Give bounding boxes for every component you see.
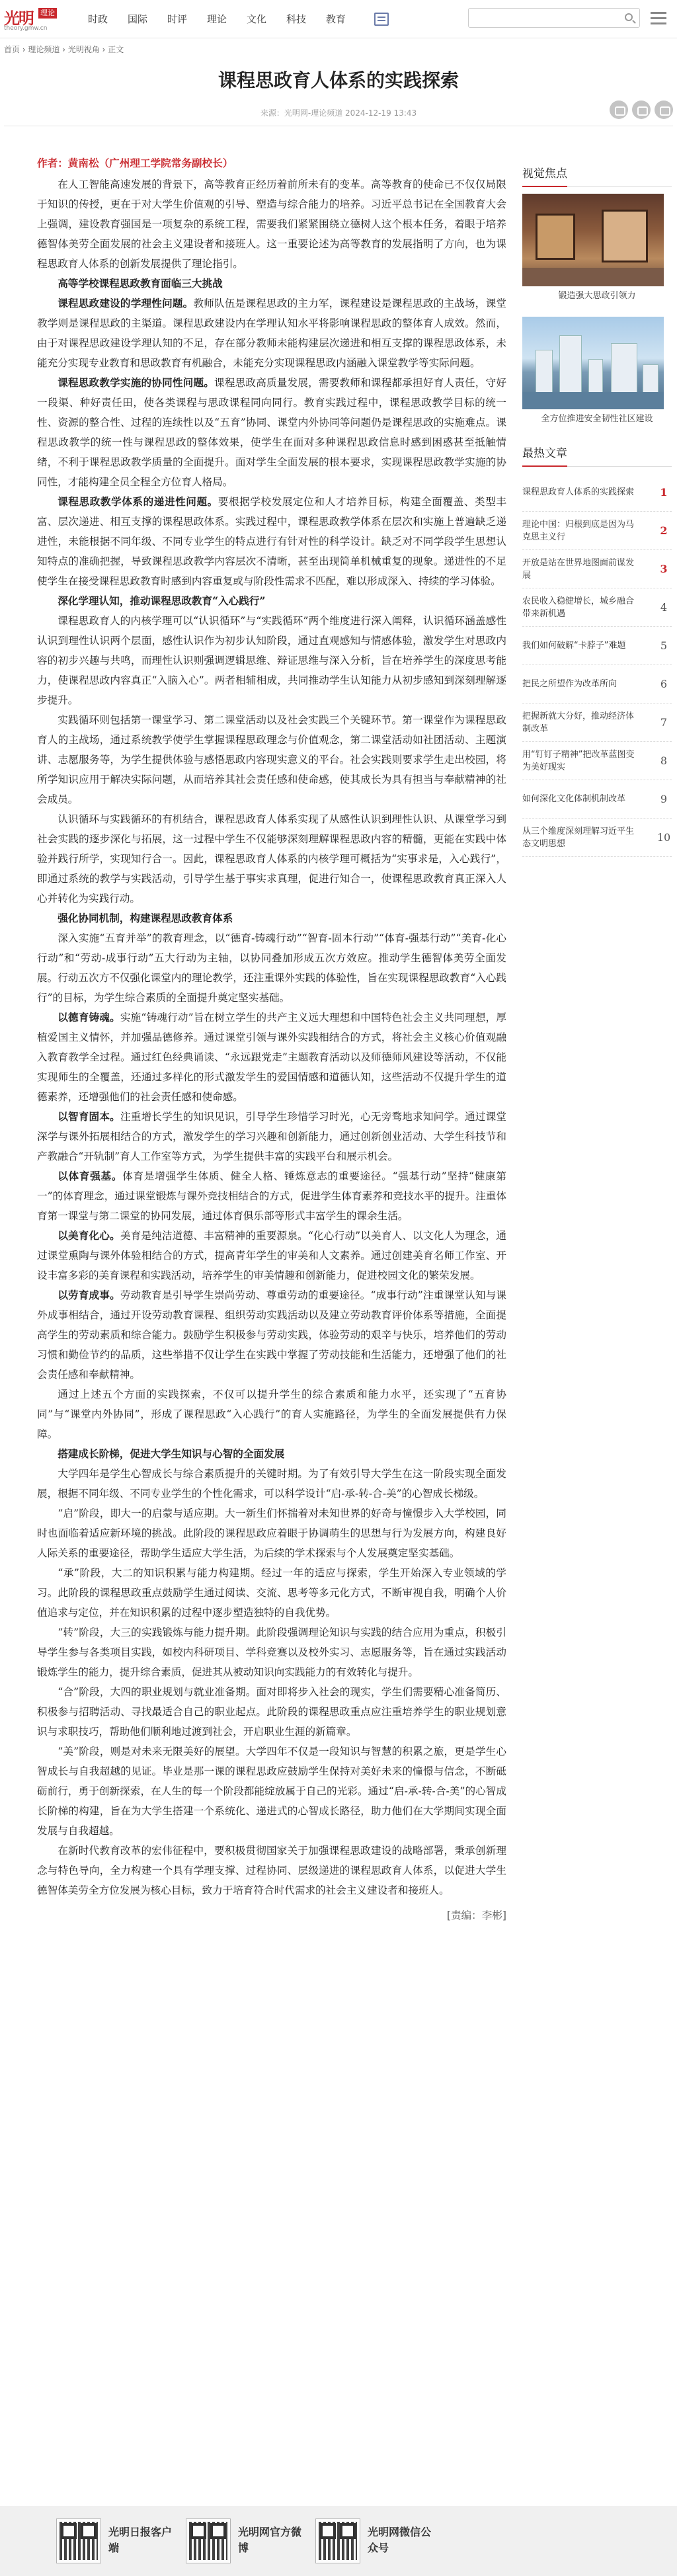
paragraph	[37, 611, 506, 710]
paragraph-text: 实施“铸魂行动”旨在树立学生的共产主义远大理想和中国特色社会主义共同理想，厚植爱国主义情怀，并加强品德修养。通过课堂引领与课外实践相结合的方式，将社会主义核心价值观融入教育教学全过程。通过红色经典诵读、“永远跟党走”主题教育活动以及师德师风建设等活动，不仅能实现师生的全覆盖，还通过多样化的形式激发学生的爱国情感和道德认知，这些活动不仅提升学生的道德素养，还增强他们的社会责任感和使命感。	[37, 1012, 506, 1103]
latest-heading: 最热文章	[522, 444, 567, 467]
search-input[interactable]	[468, 8, 640, 28]
latest-item-title[interactable]: 课程思政育人体系的实践探索	[522, 487, 635, 497]
paragraph-text: “美”阶段，则是对未来无限美好的展望。大学四年不仅是一段知识与智慧的积累之旅，更是学生心智成长与自我超越的见证。毕业是那一课的课程思政应鼓励学生保持对美好未来的憧憬与信念，不断砥砺前行，勇于创新探索，在人生的每一个阶段都能绽放属于自己的光彩。通过“启-承-转-合-美”的心智成长阶梯的构建，旨在为大学生搭建一个系统化、递进式的心智成长路径，助力他们在大学期间实现全面发展与自我超越。	[37, 1746, 506, 1837]
latest-item-rank: 5	[660, 639, 668, 652]
latest-item[interactable]	[522, 473, 672, 512]
section-heading: 深化学理认知，推动课程思政教育“入心践行”	[58, 594, 266, 607]
paragraph-text: 深入实施“五育并举”的教育理念，以“德育-铸魂行动”“智育-固本行动”“体育-强基行动”“美育-化心行动”和“劳动-成事行动”五大行动为主轴，以协同叠加形成五次方效应。推动学生德智体美劳全面发展。行动五次方不仅强化课堂内的理论教学，还注重课外实践的体验性，旨在实现课程思政教育“入心践行”的目标，为学生综合素质的全面提升奠定坚实基础。	[37, 932, 506, 1004]
focus-caption-1[interactable]: 锻造强大思政引领力	[558, 291, 636, 301]
footer-qr-label: 光明网微信公众号	[368, 2526, 432, 2554]
paragraph-text: “转”阶段，大三的实践锻炼与能力提升期。此阶段强调理论知识与实践的结合应用为重点，积极引导学生参与各类项目实践，如校内科研项目、学科竞赛以及校外实习、志愿服务等，旨在通过实践活动锻炼学生的能力，提升综合素质，促进其从被动知识向实践能力的有效转化与提升。	[37, 1627, 506, 1678]
paragraph-text: 在新时代教育改革的宏伟征程中，要积极贯彻国家关于加强课程思政建设的战略部署，秉承创新理念与特色导向，全力构建一个具有学理支撑、过程协同、层级递进的课程思政育人体系，以促进大学生德智体美劳全方位发展为核心目标，致力于培育符合时代需求的社会主义建设者和接班人。	[37, 1845, 506, 1896]
latest-item-title[interactable]: 理论中国：归根到底是因为马克思主义行	[522, 519, 635, 542]
paragraph	[37, 1166, 506, 1226]
nav-item[interactable]: 理论	[206, 13, 227, 25]
paragraph-lead: 课程思政教学实施的协同性问题。	[58, 376, 215, 389]
latest-item[interactable]	[522, 550, 672, 588]
paragraph-text: 实践循环则包括第一课堂学习、第二课堂活动以及社会实践三个关键环节。第一课堂作为课程思政育人的主战场，通过系统教学使学生掌握课程思政理念与价值观念，第二课堂活动如社团活动、主题演讲、志愿服务等，为学生提供体验与感悟思政内容现实意义的平台。社会实践则要求学生走出校园，将所学知识应用于解决实际问题，从而培养其社会责任感和使命感，使其成长为具有担当与奉献精神的社会成员。	[37, 714, 506, 805]
paragraph-lead: 以体育强基。	[58, 1170, 123, 1182]
article-title: 课程思政育人体系的实践探索	[218, 69, 459, 91]
latest-item-rank: 2	[660, 524, 668, 537]
paragraph-text: 通过上述五个方面的实践探索，不仅可以提升学生的综合素质和能力水平，还实现了“五育协同”与“课堂内外协同”，形成了课程思政“入心践行”的育人实施路径，为学生的全面发展提供有力保障。	[37, 1389, 506, 1440]
breadcrumb[interactable]: 首页 › 理论频道 › 光明视角 › 正文	[4, 45, 124, 54]
latest-item-title[interactable]: 如何深化文化体制机制改革	[522, 794, 626, 804]
section-heading: 搭建成长阶梯，促进大学生知识与心智的全面发展	[58, 1447, 285, 1460]
paragraph-lead: 以智育固本。	[58, 1110, 120, 1123]
latest-item-rank: 10	[657, 831, 671, 844]
qr-code-icon	[186, 2519, 230, 2563]
paragraph	[37, 1742, 506, 1841]
paragraph-text: “承”阶段，大二的知识积累与能力构建期。经过一年的适应与探索，学生开始深入专业领域的学习。此阶段的课程思政重点鼓励学生通过阅读、交流、思考等多元化方式，不断审视自我，明确个人价值追求与定位，并在知识积累的过程中逐步塑造独特的自我优势。	[37, 1567, 506, 1619]
latest-item-title[interactable]: 把民之所望作为改革所向	[522, 679, 617, 689]
paragraph-text: 课程思政高质量发展，需要教师和课程都承担好育人责任，守好一段渠、种好责任田，使各类课程与思政课程同向同行。教育实践过程中，课程思政教学目标的统一性、资源的整合性、过程的连续性以及“五育”协同、课堂内外协同等问题仍是课程思政的实施难点。课程思政教学的统一性与课程思政的整体效果，使学生在面对多种课程思政信息时感到困惑甚至抵触情绪，不利于课程思政教学质量的全面提升。面对学生全面发展的根本要求，实现课程思政教学实施的协同性，才能构建全员全程全方位育人格局。	[37, 377, 506, 488]
share-bar	[610, 101, 673, 119]
latest-item-rank: 8	[660, 754, 668, 767]
main-nav	[78, 12, 356, 26]
paragraph	[37, 1682, 506, 1742]
paragraph	[37, 175, 506, 274]
article-meta: 来源：光明网-理论频道 2024-12-19 13:43	[260, 108, 417, 118]
latest-item-title[interactable]: 把握新就大分好，推动经济体制改革	[522, 711, 635, 734]
paragraph	[37, 1385, 506, 1444]
paragraph	[37, 492, 506, 591]
latest-item-title[interactable]: 用“钉钉子精神”把改革蓝图变为美好现实	[522, 749, 635, 772]
nav-item[interactable]: 国际	[127, 13, 147, 25]
latest-item-rank: 9	[660, 793, 668, 805]
footer-qr-label: 光明网官方微博	[238, 2526, 302, 2554]
paragraph	[37, 1464, 506, 1504]
footer-qr-label: 光明日报客户端	[108, 2526, 173, 2554]
footer	[0, 2506, 677, 2576]
paragraph-text: 注重增长学生的知识见识，引导学生珍惜学习时光，心无旁骛地求知问学。通过课堂深学与课外拓展相结合的方式，激发学生的学习兴趣和创新能力，通过创新创业活动、大学生科技节和产教融合“开轨制”育人工作室等方式，为学生提供丰富的实践平台和展示机会。	[37, 1111, 506, 1162]
latest-item[interactable]	[522, 742, 672, 780]
qq-share-icon[interactable]	[655, 101, 673, 119]
logo-mark: 光明	[4, 9, 33, 28]
paragraph	[37, 710, 506, 809]
qr-code-icon	[57, 2519, 100, 2563]
more-channels-icon[interactable]	[374, 13, 389, 26]
top-bar	[0, 0, 677, 38]
paragraph-lead: 课程思政建设的学理性问题。	[58, 297, 194, 309]
footer-qr-block[interactable]	[186, 2519, 319, 2565]
paragraph	[37, 1107, 506, 1166]
paragraph	[37, 1504, 506, 1563]
section-heading: 强化协同机制，构建课程思政教育体系	[58, 912, 233, 924]
sidebar	[522, 164, 672, 857]
paragraph	[37, 1285, 506, 1385]
article-body	[37, 153, 506, 1925]
latest-item[interactable]	[522, 512, 672, 550]
paragraph	[37, 928, 506, 1008]
latest-item[interactable]	[522, 704, 672, 742]
paragraph	[37, 1008, 506, 1107]
paragraph-lead: 以劳育成事。	[58, 1289, 120, 1301]
paragraph-text: 教师队伍是课程思政的主力军，课程建设是课程思政的主战场，课堂教学则是课程思政的主渠道。课程思政建设内在学理认知水平将影响课程思政的整体育人成效。然而，由于对课程思政建设学理认知的不足，存在部分教师未能构建层次递进和相互支撑的课程思政体系，未能充分实现专业教育和思政教育有机融合，未能充分实现课程思政内涵融入课堂教学等实际问题。	[37, 298, 506, 369]
weibo-share-icon[interactable]	[632, 101, 651, 119]
latest-item-rank: 1	[660, 486, 668, 499]
latest-item-rank: 4	[660, 601, 668, 614]
latest-item[interactable]	[522, 819, 672, 857]
latest-item-rank: 7	[660, 716, 668, 729]
paragraph	[37, 1623, 506, 1682]
latest-item[interactable]	[522, 588, 672, 627]
latest-item[interactable]	[522, 627, 672, 665]
latest-item-rank: 3	[660, 563, 668, 575]
latest-list	[522, 473, 672, 857]
paragraph	[37, 1563, 506, 1623]
qr-code-icon	[316, 2519, 360, 2563]
latest-item-title[interactable]: 从三个维度深刻理解习近平生态文明思想	[522, 826, 635, 849]
logo-badge: 理论	[38, 8, 57, 19]
paragraph-text: 劳动教育是引导学生崇尚劳动、尊重劳动的重要途径。“成事行动”注重课堂认知与课外成事相结合，通过开设劳动教育课程、组织劳动实践活动以及建立劳动教育评价体系等措施，全面提高学生的劳动素质和综合能力。鼓励学生积极参与劳动实践，体验劳动的艰辛与快乐，培养他们的劳动习惯和勤俭节约的品质，这些举措不仅让学生在实践中掌握了劳动技能和生活能力，还增强了他们的社会责任感和奉献精神。	[37, 1289, 506, 1381]
paragraph-text: “合”阶段，大四的职业规划与就业准备期。面对即将步入社会的现实，学生们需要精心准备简历、积极参与招聘活动、寻找最适合自己的职业起点。此阶段的课程思政重点应注重培养学生的职业规划意识与求职技巧，帮助他们顺利地过渡到社会，开启职业生涯的新篇章。	[37, 1686, 506, 1738]
nav-item[interactable]: 时评	[167, 13, 187, 25]
site-logo[interactable]	[4, 5, 67, 33]
latest-item-title[interactable]: 我们如何破解“卡脖子”难题	[522, 641, 626, 651]
focus-image-2[interactable]	[522, 317, 664, 409]
menu-icon[interactable]	[651, 12, 666, 25]
latest-item[interactable]	[522, 780, 672, 819]
paragraph	[37, 373, 506, 492]
paragraph-text: 美育是纯洁道德、丰富精神的重要源泉。“化心行动”以美育人、以文化人为理念，通过课堂熏陶与课外体验相结合的方式，提高青年学生的审美和人文素养。通过创建美育名师工作室、开设丰富多彩的美育课程和实践活动，培养学生的审美情趣和创新能力，促进校园文化的繁荣发展。	[37, 1230, 506, 1281]
footer-qr-block[interactable]	[316, 2519, 448, 2565]
paragraph-text: 体育是增强学生体质、健全人格、锤炼意志的重要途径。“强基行动”坚持“健康第一”的体育理念，通过课堂锻炼与课外竞技相结合的方式，促进学生体育素养和竞技水平的提升。注重体育第一课堂与第二课堂的协同发展，通过体育俱乐部等形式丰富学生的课余生活。	[37, 1170, 506, 1222]
paragraph-text: 大学四年是学生心智成长与综合素质提升的关键时期。为了有效引导大学生在这一阶段实现全面发展，根据不同年级、不同专业学生的个性化需求，可以科学设计“启-承-转-合-美”的心智成长梯级。	[37, 1468, 506, 1500]
focus-caption-2[interactable]: 全方位推进安全韧性社区建设	[541, 414, 653, 424]
paragraph-lead: 以美育化心。	[58, 1229, 120, 1242]
latest-item[interactable]	[522, 665, 672, 704]
paragraph-text: “启”阶段，即大一的启蒙与适应期。大一新生们怀揣着对未知世界的好奇与憧憬步入大学校园，同时也面临着适应新环境的挑战。此阶段的课程思政应着眼于协调萌生的思想与行为发展方向，构建良好人际关系的重要途径，帮助学生适应大学生活，为后续的学术探索与个人发展奠定坚实基础。	[37, 1508, 506, 1559]
paragraph-text: 在人工智能高速发展的背景下，高等教育正经历着前所未有的变革。高等教育的使命已不仅仅局限于知识的传授，更在于对大学生价值观的引导、塑造与综合能力的培养。习近平总书记在全国教育大会上强调，建设教育强国是一项复杂的系统工程，需要我们紧紧围绕立德树人这个根本任务，着眼于培养德智体美劳全面发展的社会主义建设者和接班人。这一重要论述为高等教育的发展指明了方向，也为课程思政育人体系的创新发展提供了理论指引。	[37, 179, 506, 270]
logo-url: theory.gmw.cn	[4, 25, 48, 32]
wechat-share-icon[interactable]	[610, 101, 628, 119]
paragraph-lead: 课程思政教学体系的递进性问题。	[58, 495, 218, 508]
editor-credit: [责编：李彬]	[446, 1910, 506, 1921]
focus-image-1[interactable]	[522, 194, 664, 286]
article-author: 作者：黄南松（广州理工学院常务副校长）	[37, 157, 233, 169]
latest-item-title[interactable]: 开放是站在世界地图面前谋发展	[522, 557, 635, 581]
footer-qr-block[interactable]	[57, 2519, 189, 2565]
paragraph	[37, 1226, 506, 1285]
focus-heading: 视觉焦点	[522, 164, 567, 187]
nav-item[interactable]: 文化	[246, 13, 266, 25]
paragraph	[37, 294, 506, 373]
paragraph-text: 认识循环与实践循环的有机结合，课程思政育人体系实现了从感性认识到理性认识、从课堂学习到社会实践的逐步深化与拓展，这一过程中学生不仅能够深刻理解课程思政内容的精髓，更能在实践中体验并践行所学，实现知行合一。因此，课程思政育人体系的内核学理可概括为“实事求是，入心践行”，即通过系统的教学与实践活动，引导学生基于事实求真理，促进行知合一，使课程思政教育真正深入人心并转化为实践行动。	[37, 813, 506, 905]
nav-item[interactable]: 时政	[87, 13, 108, 25]
latest-item-rank: 6	[660, 678, 668, 690]
paragraph	[37, 1841, 506, 1900]
section-heading: 高等学校课程思政教育面临三大挑战	[58, 277, 223, 290]
latest-item-title[interactable]: 农民收入稳健增长，城乡融合带来新机遇	[522, 596, 635, 619]
paragraph	[37, 809, 506, 908]
nav-item[interactable]: 科技	[286, 13, 306, 25]
nav-item[interactable]: 教育	[325, 13, 346, 25]
paragraph-text: 要根据学校发展定位和人才培养目标，构建全面覆盖、类型丰富、层次递进、相互支撑的课程思政体系。实践过程中，课程思政教学体系在层次和实施上普遍缺乏递进性，未能根据不同年级、不同专业学生的特点进行有针对性的科学设计。缺乏对不同学段学生思想认知特点的准确把握，导致课程思政教学内容层次不清晰，甚至出现简单机械重复的现象。递进性的不足使学生在接受课程思政教育时感到内容重复或与阶段性需求不匹配，难以形成深入、持续的学习体验。	[37, 496, 506, 587]
search-icon[interactable]	[625, 13, 633, 21]
paragraph-lead: 以德育铸魂。	[58, 1011, 120, 1024]
paragraph-text: 课程思政育人的内核学理可以“认识循环”与“实践循环”两个维度进行深入阐释，认识循环涵盖感性认识到理性认识两个层面，感性认识作为初步认知阶段，通过直观感知与情感体验，激发学生对思政内容的初步兴趣与共鸣，而理性认识则强调逻辑思维、辩证思维与深入分析，旨在培养学生的深度思考能力，使课程思政内容真正“入脑入心”。两者相辅相成，共同推动学生认知能力从初步感知到深刻理解逐步提升。	[37, 615, 506, 706]
